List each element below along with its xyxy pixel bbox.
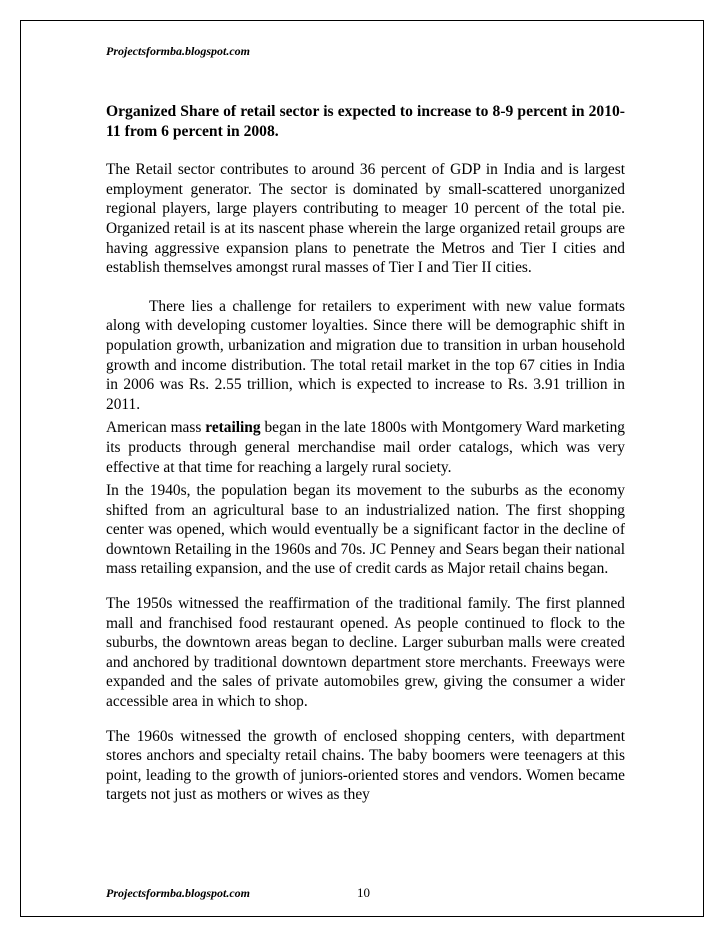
text-run: began in the late 1800s with Montgomery Ward marketing its products through general merchandise mail order catalogs, which was very effective at that time for reaching a largely rural society. [106, 419, 625, 476]
page-number: 10 [357, 885, 370, 900]
text-run: American mass [106, 419, 206, 437]
paragraph-retail-gdp: The Retail sector contributes to around 36 percent of GDP in India and is largest employment generator. The sector is dominated by small-scattered unorganized regional players, large players contributing to meager 10 percent of the total pie. Organized retail is at its nascent phase wherein the large organized retail groups are having aggressive expansion plans to penetrate the Metros and Tier I cities and establish themselves amongst rural masses of Tier I and Tier II cities. [106, 161, 625, 277]
section-heading: Organized Share of retail sector is expected to increase to 8-9 percent in 2010-11 from 6 percent in 2008. [106, 103, 625, 140]
document-body [106, 102, 625, 805]
paragraph-1950s: The 1950s witnessed the reaffirmation of the traditional family. The first planned mall and franchised food restaurant opened. As people continued to flock to the suburbs, the downtown areas began to decline. Larger suburban malls were created and anchored by traditional downtown department store merchants. Freeways were expanded and the sales of private automobiles grew, giving the consumer a wider accessible area in which to shop. [106, 595, 625, 711]
paragraph-1940s: In the 1940s, the population began its movement to the suburbs as the economy shifted from an agricultural base to an industrialized nation. The first shopping center was opened, which would eventually be a significant factor in the decline of downtown Retailing in the 1960s and 70s. JC Penney and Sears began their national mass retailing expansion, and the use of credit cards as Major retail chains began. [106, 482, 625, 578]
paragraph-1960s: The 1960s witnessed the growth of enclosed shopping centers, with department stores anchors and specialty retail chains. The baby boomers were teenagers at this point, leading to the growth of juniors-oriented stores and vendors. Women became targets not just as mothers or wives as they [106, 727, 625, 804]
paragraph-challenge: There lies a challenge for retailers to experiment with new value formats along with developing customer loyalties. Since there will be demographic shift in population growth, urbanization and migration due to transition in urban household growth and income distribution. The total retail market in the top 67 cities in India in 2006 was Rs. 2.55 trillion, which is expected to increase to Rs. 3.91 trillion in 2011. [106, 297, 625, 413]
page-header: Projectsformba.blogspot.com [106, 44, 250, 58]
bold-term: retailing [205, 419, 261, 437]
page-footer: Projectsformba.blogspot.com [106, 886, 250, 900]
paragraph-american-retailing [106, 418, 625, 477]
